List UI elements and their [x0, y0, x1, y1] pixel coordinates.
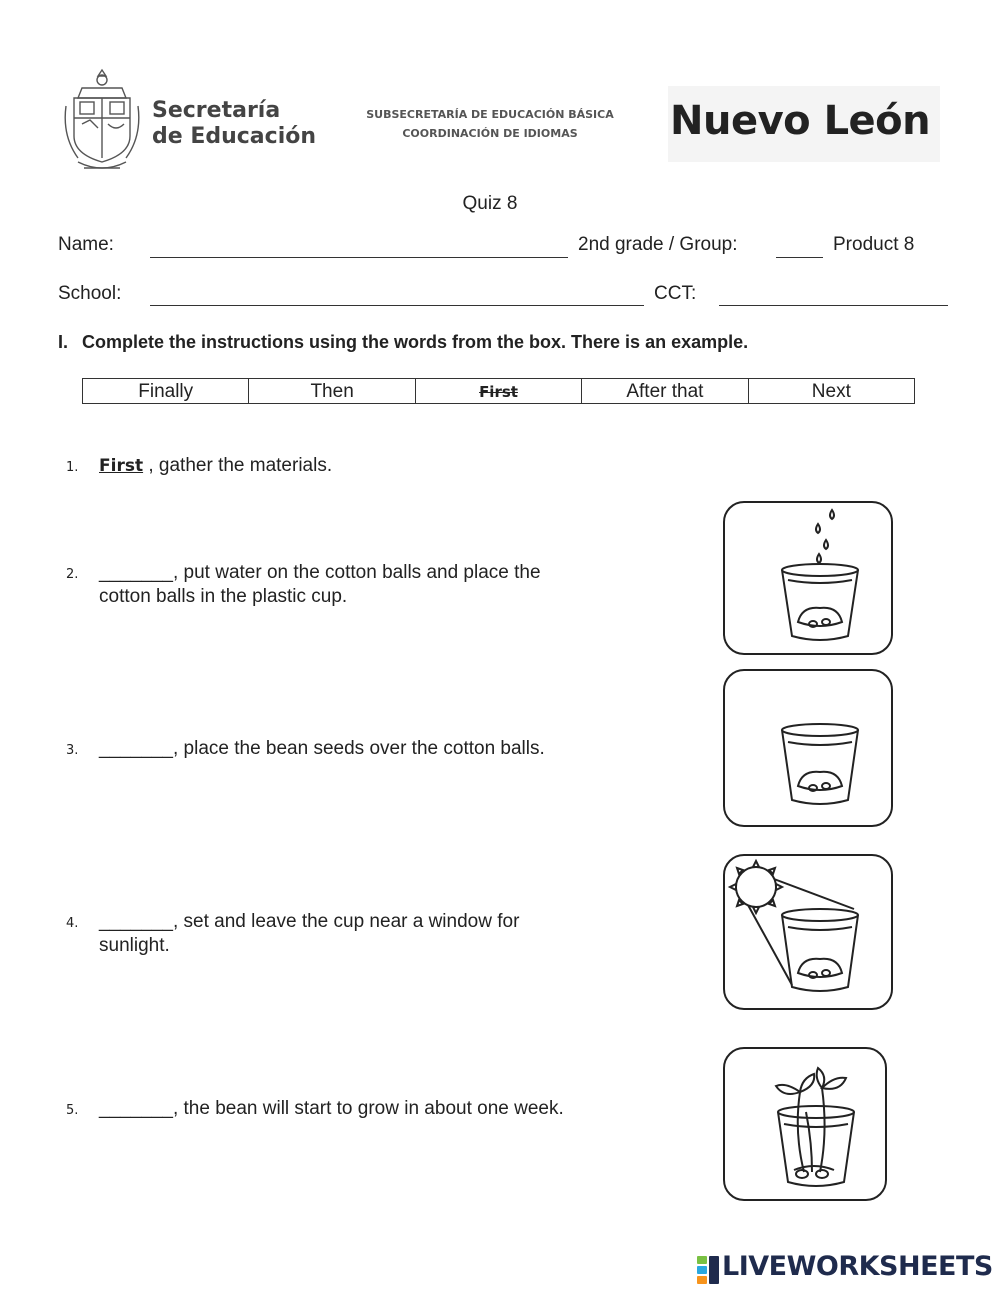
cup-water-drops-picture	[722, 500, 894, 656]
word-after-that: After that	[626, 381, 704, 402]
word-box-cell	[83, 379, 249, 403]
school-label: School:	[58, 283, 122, 304]
name-label: Name:	[58, 234, 114, 255]
item-text-line: sunlight.	[99, 935, 170, 956]
section-instruction	[58, 332, 748, 353]
item-number: 1.	[66, 460, 79, 475]
cup-sprout-picture	[722, 1046, 888, 1202]
item-text-line[interactable]: _______, put water on the cotton balls and place the	[99, 562, 541, 583]
item-text: , gather the materials.	[143, 455, 333, 476]
item-text-line[interactable]: _______, the bean will start to grow in about one week.	[99, 1098, 564, 1119]
coordinacion-text: COORDINACIÓN DE IDIOMAS	[402, 127, 578, 140]
item-number: 5.	[66, 1103, 79, 1118]
word-box-cell	[416, 379, 582, 403]
word-box	[82, 378, 915, 404]
liveworksheets-brand[interactable]: LIVEWORKSHEETS	[722, 1251, 993, 1282]
cup-sunlight-picture	[722, 853, 894, 1011]
item-text-line: cotton balls in the plastic cup.	[99, 586, 348, 607]
word-box-cell	[749, 379, 914, 403]
word-box-cell	[582, 379, 748, 403]
state-name: Nuevo León	[670, 98, 931, 144]
quiz-title: Quiz 8	[462, 193, 518, 214]
item-5	[66, 1097, 646, 1121]
secretaria-line1: Secretaría	[152, 98, 281, 123]
word-finally: Finally	[138, 381, 194, 402]
instruction-text: Complete the instructions using the words from the box. There is an example.	[82, 332, 749, 352]
example-answer: First	[99, 456, 144, 476]
group-input-line[interactable]	[776, 257, 823, 258]
liveworksheets-logo-icon	[697, 1256, 719, 1284]
item-2	[66, 561, 646, 609]
item-4	[66, 910, 646, 958]
school-input-line[interactable]	[150, 305, 644, 306]
item-3	[66, 737, 646, 761]
item-text-line[interactable]: _______, place the bean seeds over the cotton balls.	[99, 738, 545, 759]
subsecretaria-text: SUBSECRETARÍA DE EDUCACIÓN BÁSICA	[366, 108, 614, 121]
section-number: I.	[58, 332, 69, 352]
word-next: Next	[811, 381, 851, 402]
product-label: Product 8	[833, 234, 915, 255]
word-first-crossed: First	[479, 383, 518, 401]
item-text-line[interactable]: _______, set and leave the cup near a window for	[99, 911, 520, 932]
item-number: 3.	[66, 743, 79, 758]
secretaria-line2: de Educación	[152, 124, 317, 149]
word-then: Then	[310, 381, 354, 402]
coat-of-arms-seal	[62, 66, 142, 176]
cup-cotton-seeds-picture	[722, 668, 894, 828]
name-input-line[interactable]	[150, 257, 568, 258]
cct-input-line[interactable]	[719, 305, 948, 306]
item-1	[66, 454, 646, 478]
secretaria-title	[152, 98, 316, 150]
cct-label: CCT:	[654, 283, 697, 304]
grade-group-label: 2nd grade / Group:	[578, 234, 738, 255]
item-number: 4.	[66, 916, 79, 931]
word-box-cell	[249, 379, 415, 403]
item-number: 2.	[66, 567, 79, 582]
